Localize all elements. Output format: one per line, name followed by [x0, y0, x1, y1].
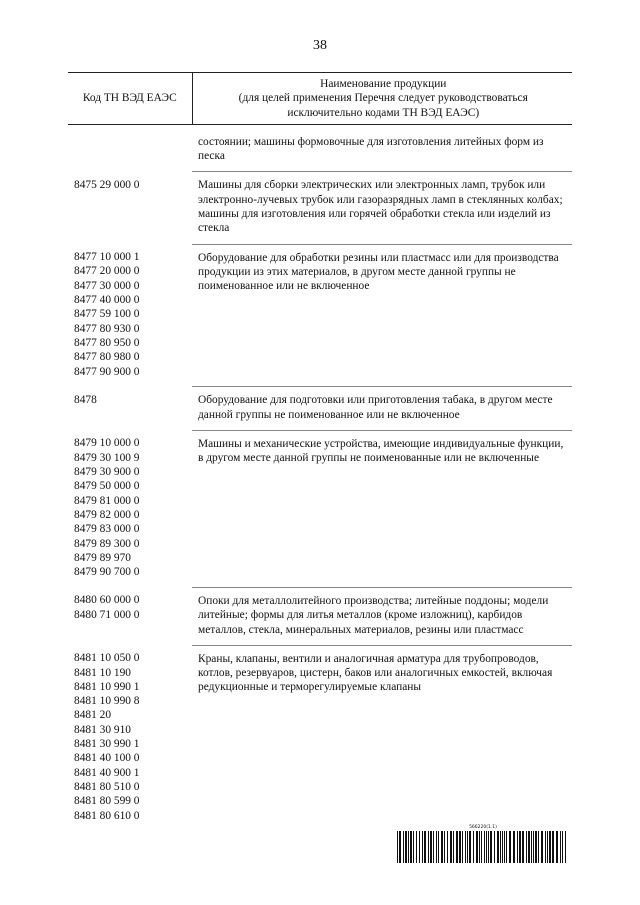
description-cell: Машины и механические устройства, имеющие индивидуальные функции, в другом месте данной группы не поименованные или не включенные: [192, 430, 572, 587]
page-number: 38: [313, 38, 327, 53]
header-name-line3: исключительно кодами ТН ВЭД ЕАЭС): [287, 106, 480, 119]
header-name: [192, 73, 572, 125]
code-cell: 8478: [74, 393, 97, 406]
code-cell: 8480 60 000 0 8480 71 000 0: [74, 594, 140, 621]
table-row: [68, 645, 572, 831]
table-row: [68, 124, 572, 172]
barcode-text: 566220(1.1): [469, 825, 497, 830]
barcode-icon: [397, 831, 569, 863]
header-name-line2: (для целей применения Перечня следует руководствоваться: [238, 92, 528, 105]
code-cell: 8481 10 050 0 8481 10 190 8481 10 990 1 8481 10 990 8 8481 20 8481 30 910 8481 30 990 1 8481 40 100 0 8481 40 900 1 8481 80 510 0 8481 80 599 0 8481 80 610 0: [74, 652, 140, 822]
code-cell: [68, 124, 192, 172]
table-header-row: [68, 73, 572, 125]
header-code: Код ТН ВЭД ЕАЭС: [68, 73, 192, 125]
description-cell: Оборудование для подготовки или приготовления табака, в другом месте данной группы не поименованное или не включенное: [192, 387, 572, 431]
code-cell: 8479 10 000 0 8479 30 100 9 8479 30 900 0 8479 50 000 0 8479 81 000 0 8479 82 000 0 8479 83 000 0 8479 89 300 0 8479 89 970 8479 90 700 0: [74, 437, 140, 579]
barcode-block: [397, 825, 569, 863]
code-cell: 8475 29 000 0: [74, 178, 140, 191]
description-cell: Машины для сборки электрических или электронных ламп, трубок или электронно-лучевых трубок или газоразрядных ламп в стеклянных колбах; машины для изготовления или горячей обработки стекла или изделий из стекла: [192, 172, 572, 244]
code-cell: 8477 10 000 1 8477 20 000 0 8477 30 000 0 8477 40 000 0 8477 59 100 0 8477 80 930 0 8477 80 950 0 8477 80 980 0 8477 90 900 0: [74, 251, 140, 378]
description-cell: Оборудование для обработки резины или пластмасс или для производства продукции из этих материалов, в другом месте данной группы не поименованное или не включенное: [192, 244, 572, 387]
description-cell: Опоки для металлолитейного производства; литейные поддоны; модели литейные; формы для литья металлов (кроме изложниц), карбидов металлов, стекла, минеральных материалов, резины или пластмасс: [192, 587, 572, 645]
table-row: [68, 172, 572, 244]
description-cell: состоянии; машины формовочные для изготовления литейных форм из песка: [198, 135, 544, 163]
table-row: [68, 387, 572, 431]
header-name-line1: Наименование продукции: [320, 78, 447, 90]
description-cell: Краны, клапаны, вентили и аналогичная арматура для трубопроводов, котлов, резервуаров, цистерн, баков или аналогичных емкостей, включая редукционные и терморегулируемые клапаны: [192, 645, 572, 831]
table-row: [68, 430, 572, 587]
table-row: [68, 587, 572, 645]
table-row: [68, 244, 572, 387]
codes-table: [68, 72, 572, 831]
